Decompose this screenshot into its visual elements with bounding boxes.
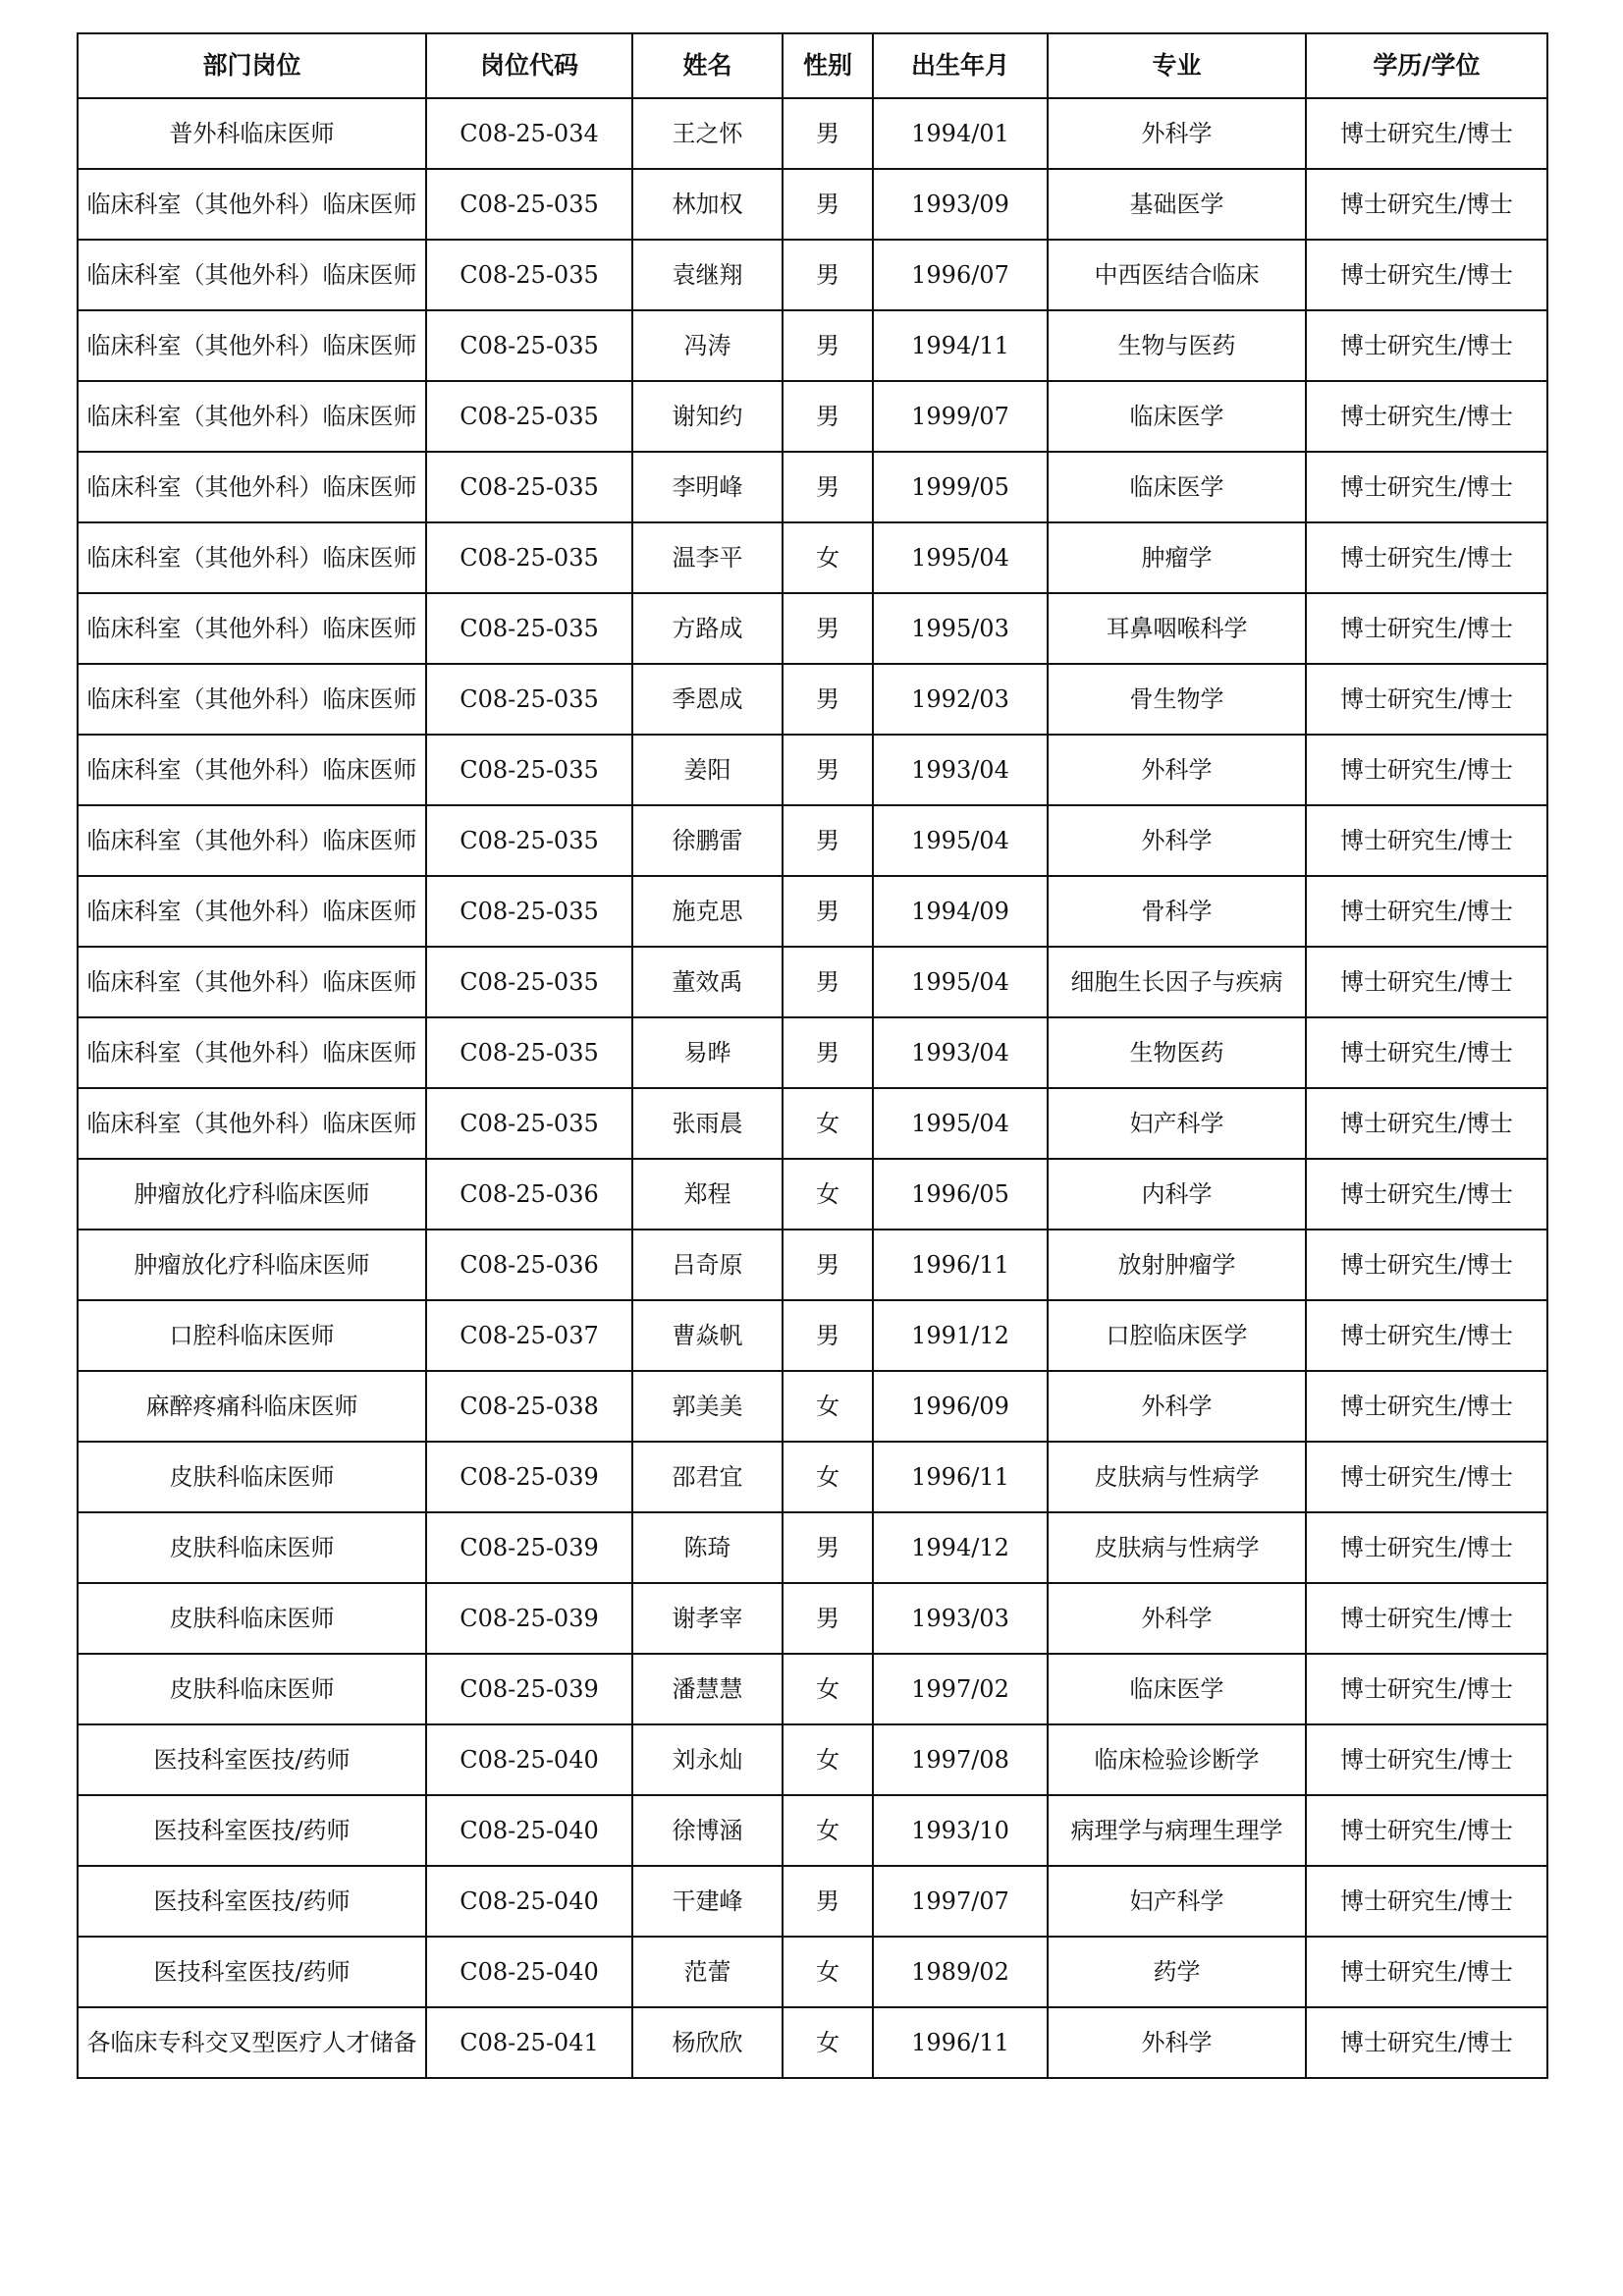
cell-name: 易晔: [632, 1017, 783, 1088]
cell-dept: 临床科室（其他外科）临床医师: [78, 593, 426, 664]
cell-degree: 博士研究生/博士: [1306, 1017, 1547, 1088]
cell-name: 董效禹: [632, 947, 783, 1017]
cell-dept: 医技科室医技/药师: [78, 1866, 426, 1937]
cell-degree: 博士研究生/博士: [1306, 1159, 1547, 1230]
cell-name: 范蕾: [632, 1937, 783, 2007]
cell-name: 谢孝宰: [632, 1583, 783, 1654]
cell-name: 徐博涵: [632, 1795, 783, 1866]
cell-degree: 博士研究生/博士: [1306, 1654, 1547, 1724]
cell-birth: 1996/11: [873, 1442, 1048, 1512]
cell-dept: 临床科室（其他外科）临床医师: [78, 1017, 426, 1088]
cell-name: 郭美美: [632, 1371, 783, 1442]
cell-degree: 博士研究生/博士: [1306, 98, 1547, 169]
cell-code: C08-25-035: [426, 240, 632, 310]
table-row: [78, 876, 1547, 947]
cell-code: C08-25-039: [426, 1442, 632, 1512]
cell-degree: 博士研究生/博士: [1306, 1371, 1547, 1442]
cell-major: 中西医结合临床: [1048, 240, 1306, 310]
cell-major: 基础医学: [1048, 169, 1306, 240]
cell-sex: 男: [783, 452, 873, 522]
cell-code: C08-25-040: [426, 1724, 632, 1795]
cell-dept: 临床科室（其他外科）临床医师: [78, 381, 426, 452]
cell-dept: 临床科室（其他外科）临床医师: [78, 947, 426, 1017]
cell-dept: 肿瘤放化疗科临床医师: [78, 1230, 426, 1300]
cell-code: C08-25-039: [426, 1583, 632, 1654]
cell-major: 骨生物学: [1048, 664, 1306, 735]
cell-degree: 博士研究生/博士: [1306, 169, 1547, 240]
cell-birth: 1995/03: [873, 593, 1048, 664]
cell-degree: 博士研究生/博士: [1306, 240, 1547, 310]
cell-major: 临床医学: [1048, 452, 1306, 522]
cell-sex: 男: [783, 240, 873, 310]
cell-sex: 男: [783, 381, 873, 452]
cell-birth: 1999/07: [873, 381, 1048, 452]
cell-code: C08-25-035: [426, 735, 632, 805]
cell-code: C08-25-035: [426, 947, 632, 1017]
cell-code: C08-25-035: [426, 876, 632, 947]
cell-sex: 女: [783, 2007, 873, 2078]
cell-birth: 1997/02: [873, 1654, 1048, 1724]
cell-birth: 1993/09: [873, 169, 1048, 240]
cell-dept: 肿瘤放化疗科临床医师: [78, 1159, 426, 1230]
table-row: [78, 1088, 1547, 1159]
cell-code: C08-25-035: [426, 310, 632, 381]
table-header-row: [78, 33, 1547, 98]
table-body: [78, 98, 1547, 2078]
cell-birth: 1993/04: [873, 735, 1048, 805]
cell-dept: 临床科室（其他外科）临床医师: [78, 452, 426, 522]
cell-birth: 1991/12: [873, 1300, 1048, 1371]
table-row: [78, 1017, 1547, 1088]
table-row: [78, 1583, 1547, 1654]
cell-major: 骨科学: [1048, 876, 1306, 947]
header-degree: 学历/学位: [1306, 33, 1547, 98]
cell-major: 耳鼻咽喉科学: [1048, 593, 1306, 664]
table-row: [78, 947, 1547, 1017]
cell-major: 口腔临床医学: [1048, 1300, 1306, 1371]
table-row: [78, 1724, 1547, 1795]
cell-sex: 女: [783, 1442, 873, 1512]
cell-name: 李明峰: [632, 452, 783, 522]
table-row: [78, 169, 1547, 240]
cell-degree: 博士研究生/博士: [1306, 1583, 1547, 1654]
table-row: [78, 310, 1547, 381]
cell-sex: 男: [783, 1230, 873, 1300]
cell-birth: 1994/01: [873, 98, 1048, 169]
cell-dept: 皮肤科临床医师: [78, 1583, 426, 1654]
cell-major: 病理学与病理生理学: [1048, 1795, 1306, 1866]
cell-sex: 女: [783, 1088, 873, 1159]
table-row: [78, 1300, 1547, 1371]
cell-name: 杨欣欣: [632, 2007, 783, 2078]
table-row: [78, 1442, 1547, 1512]
cell-sex: 女: [783, 1795, 873, 1866]
cell-sex: 男: [783, 98, 873, 169]
cell-code: C08-25-040: [426, 1937, 632, 2007]
cell-code: C08-25-036: [426, 1159, 632, 1230]
cell-degree: 博士研究生/博士: [1306, 2007, 1547, 2078]
cell-sex: 女: [783, 1937, 873, 2007]
table-row: [78, 1230, 1547, 1300]
cell-sex: 男: [783, 1512, 873, 1583]
cell-degree: 博士研究生/博士: [1306, 593, 1547, 664]
cell-sex: 女: [783, 1724, 873, 1795]
cell-major: 临床检验诊断学: [1048, 1724, 1306, 1795]
cell-birth: 1996/07: [873, 240, 1048, 310]
cell-code: C08-25-037: [426, 1300, 632, 1371]
header-code: 岗位代码: [426, 33, 632, 98]
cell-birth: 1996/05: [873, 1159, 1048, 1230]
cell-dept: 皮肤科临床医师: [78, 1654, 426, 1724]
cell-code: C08-25-040: [426, 1795, 632, 1866]
cell-dept: 临床科室（其他外科）临床医师: [78, 735, 426, 805]
cell-sex: 男: [783, 947, 873, 1017]
cell-dept: 临床科室（其他外科）临床医师: [78, 876, 426, 947]
cell-degree: 博士研究生/博士: [1306, 1442, 1547, 1512]
cell-sex: 女: [783, 1371, 873, 1442]
cell-code: C08-25-035: [426, 452, 632, 522]
header-birth: 出生年月: [873, 33, 1048, 98]
cell-name: 曹焱帆: [632, 1300, 783, 1371]
cell-code: C08-25-035: [426, 522, 632, 593]
cell-code: C08-25-035: [426, 664, 632, 735]
cell-degree: 博士研究生/博士: [1306, 664, 1547, 735]
cell-code: C08-25-039: [426, 1512, 632, 1583]
cell-sex: 男: [783, 593, 873, 664]
cell-degree: 博士研究生/博士: [1306, 947, 1547, 1017]
cell-birth: 1992/03: [873, 664, 1048, 735]
cell-name: 方路成: [632, 593, 783, 664]
cell-birth: 1993/04: [873, 1017, 1048, 1088]
cell-name: 陈琦: [632, 1512, 783, 1583]
cell-sex: 男: [783, 310, 873, 381]
cell-dept: 医技科室医技/药师: [78, 1937, 426, 2007]
cell-birth: 1996/11: [873, 2007, 1048, 2078]
table-row: [78, 1937, 1547, 2007]
cell-major: 外科学: [1048, 98, 1306, 169]
cell-birth: 1995/04: [873, 805, 1048, 876]
cell-degree: 博士研究生/博士: [1306, 381, 1547, 452]
cell-degree: 博士研究生/博士: [1306, 452, 1547, 522]
cell-name: 潘慧慧: [632, 1654, 783, 1724]
cell-sex: 男: [783, 1300, 873, 1371]
cell-dept: 临床科室（其他外科）临床医师: [78, 664, 426, 735]
cell-birth: 1997/08: [873, 1724, 1048, 1795]
header-sex: 性别: [783, 33, 873, 98]
cell-birth: 1995/04: [873, 1088, 1048, 1159]
cell-name: 施克思: [632, 876, 783, 947]
cell-major: 外科学: [1048, 805, 1306, 876]
cell-birth: 1994/09: [873, 876, 1048, 947]
cell-birth: 1994/12: [873, 1512, 1048, 1583]
cell-degree: 博士研究生/博士: [1306, 1866, 1547, 1937]
cell-code: C08-25-039: [426, 1654, 632, 1724]
table-row: [78, 805, 1547, 876]
table-row: [78, 1159, 1547, 1230]
cell-name: 张雨晨: [632, 1088, 783, 1159]
cell-major: 外科学: [1048, 735, 1306, 805]
cell-degree: 博士研究生/博士: [1306, 1230, 1547, 1300]
cell-name: 温李平: [632, 522, 783, 593]
table-row: [78, 1866, 1547, 1937]
cell-code: C08-25-035: [426, 805, 632, 876]
table-row: [78, 1795, 1547, 1866]
cell-degree: 博士研究生/博士: [1306, 1795, 1547, 1866]
table-row: [78, 1371, 1547, 1442]
table-row: [78, 381, 1547, 452]
cell-degree: 博士研究生/博士: [1306, 1937, 1547, 2007]
cell-birth: 1989/02: [873, 1937, 1048, 2007]
table-row: [78, 735, 1547, 805]
cell-name: 干建峰: [632, 1866, 783, 1937]
cell-birth: 1999/05: [873, 452, 1048, 522]
cell-degree: 博士研究生/博士: [1306, 1300, 1547, 1371]
table-row: [78, 240, 1547, 310]
cell-degree: 博士研究生/博士: [1306, 735, 1547, 805]
table-row: [78, 452, 1547, 522]
cell-name: 林加权: [632, 169, 783, 240]
cell-birth: 1995/04: [873, 522, 1048, 593]
cell-major: 妇产科学: [1048, 1866, 1306, 1937]
cell-dept: 临床科室（其他外科）临床医师: [78, 310, 426, 381]
cell-dept: 普外科临床医师: [78, 98, 426, 169]
cell-dept: 皮肤科临床医师: [78, 1442, 426, 1512]
cell-degree: 博士研究生/博士: [1306, 310, 1547, 381]
cell-code: C08-25-038: [426, 1371, 632, 1442]
table-row: [78, 98, 1547, 169]
cell-sex: 男: [783, 735, 873, 805]
cell-sex: 男: [783, 664, 873, 735]
cell-degree: 博士研究生/博士: [1306, 1512, 1547, 1583]
cell-degree: 博士研究生/博士: [1306, 1724, 1547, 1795]
cell-dept: 医技科室医技/药师: [78, 1795, 426, 1866]
cell-code: C08-25-040: [426, 1866, 632, 1937]
cell-birth: 1997/07: [873, 1866, 1048, 1937]
table-row: [78, 1512, 1547, 1583]
cell-birth: 1994/11: [873, 310, 1048, 381]
cell-dept: 皮肤科临床医师: [78, 1512, 426, 1583]
cell-major: 临床医学: [1048, 381, 1306, 452]
cell-major: 生物与医药: [1048, 310, 1306, 381]
cell-code: C08-25-036: [426, 1230, 632, 1300]
cell-sex: 男: [783, 1583, 873, 1654]
cell-sex: 男: [783, 169, 873, 240]
cell-dept: 临床科室（其他外科）临床医师: [78, 805, 426, 876]
cell-name: 冯涛: [632, 310, 783, 381]
cell-degree: 博士研究生/博士: [1306, 876, 1547, 947]
cell-sex: 女: [783, 522, 873, 593]
cell-dept: 临床科室（其他外科）临床医师: [78, 169, 426, 240]
cell-code: C08-25-034: [426, 98, 632, 169]
cell-dept: 临床科室（其他外科）临床医师: [78, 240, 426, 310]
candidate-table: [77, 32, 1548, 2079]
cell-name: 吕奇原: [632, 1230, 783, 1300]
cell-degree: 博士研究生/博士: [1306, 805, 1547, 876]
cell-name: 姜阳: [632, 735, 783, 805]
cell-degree: 博士研究生/博士: [1306, 1088, 1547, 1159]
table-row: [78, 522, 1547, 593]
cell-code: C08-25-035: [426, 593, 632, 664]
cell-name: 谢知约: [632, 381, 783, 452]
cell-name: 王之怀: [632, 98, 783, 169]
cell-birth: 1993/10: [873, 1795, 1048, 1866]
cell-major: 生物医药: [1048, 1017, 1306, 1088]
cell-major: 药学: [1048, 1937, 1306, 2007]
cell-name: 刘永灿: [632, 1724, 783, 1795]
cell-dept: 麻醉疼痛科临床医师: [78, 1371, 426, 1442]
cell-name: 郑程: [632, 1159, 783, 1230]
cell-major: 外科学: [1048, 1371, 1306, 1442]
cell-dept: 口腔科临床医师: [78, 1300, 426, 1371]
cell-name: 袁继翔: [632, 240, 783, 310]
cell-sex: 女: [783, 1654, 873, 1724]
cell-birth: 1996/09: [873, 1371, 1048, 1442]
cell-major: 放射肿瘤学: [1048, 1230, 1306, 1300]
cell-dept: 临床科室（其他外科）临床医师: [78, 1088, 426, 1159]
cell-major: 外科学: [1048, 2007, 1306, 2078]
cell-major: 皮肤病与性病学: [1048, 1442, 1306, 1512]
cell-code: C08-25-035: [426, 169, 632, 240]
cell-sex: 男: [783, 876, 873, 947]
cell-code: C08-25-035: [426, 1088, 632, 1159]
cell-name: 徐鹏雷: [632, 805, 783, 876]
table-row: [78, 664, 1547, 735]
header-major: 专业: [1048, 33, 1306, 98]
cell-code: C08-25-035: [426, 1017, 632, 1088]
cell-code: C08-25-035: [426, 381, 632, 452]
table-row: [78, 593, 1547, 664]
cell-code: C08-25-041: [426, 2007, 632, 2078]
cell-major: 妇产科学: [1048, 1088, 1306, 1159]
header-dept: 部门岗位: [78, 33, 426, 98]
cell-sex: 男: [783, 1866, 873, 1937]
cell-dept: 医技科室医技/药师: [78, 1724, 426, 1795]
header-name: 姓名: [632, 33, 783, 98]
cell-major: 外科学: [1048, 1583, 1306, 1654]
cell-major: 临床医学: [1048, 1654, 1306, 1724]
cell-dept: 各临床专科交叉型医疗人才储备: [78, 2007, 426, 2078]
cell-degree: 博士研究生/博士: [1306, 522, 1547, 593]
cell-name: 季恩成: [632, 664, 783, 735]
cell-birth: 1993/03: [873, 1583, 1048, 1654]
cell-birth: 1996/11: [873, 1230, 1048, 1300]
cell-major: 肿瘤学: [1048, 522, 1306, 593]
table-row: [78, 2007, 1547, 2078]
cell-major: 皮肤病与性病学: [1048, 1512, 1306, 1583]
cell-name: 邵君宜: [632, 1442, 783, 1512]
cell-sex: 男: [783, 1017, 873, 1088]
table-row: [78, 1654, 1547, 1724]
cell-birth: 1995/04: [873, 947, 1048, 1017]
cell-sex: 女: [783, 1159, 873, 1230]
cell-major: 细胞生长因子与疾病: [1048, 947, 1306, 1017]
cell-sex: 男: [783, 805, 873, 876]
cell-dept: 临床科室（其他外科）临床医师: [78, 522, 426, 593]
cell-major: 内科学: [1048, 1159, 1306, 1230]
